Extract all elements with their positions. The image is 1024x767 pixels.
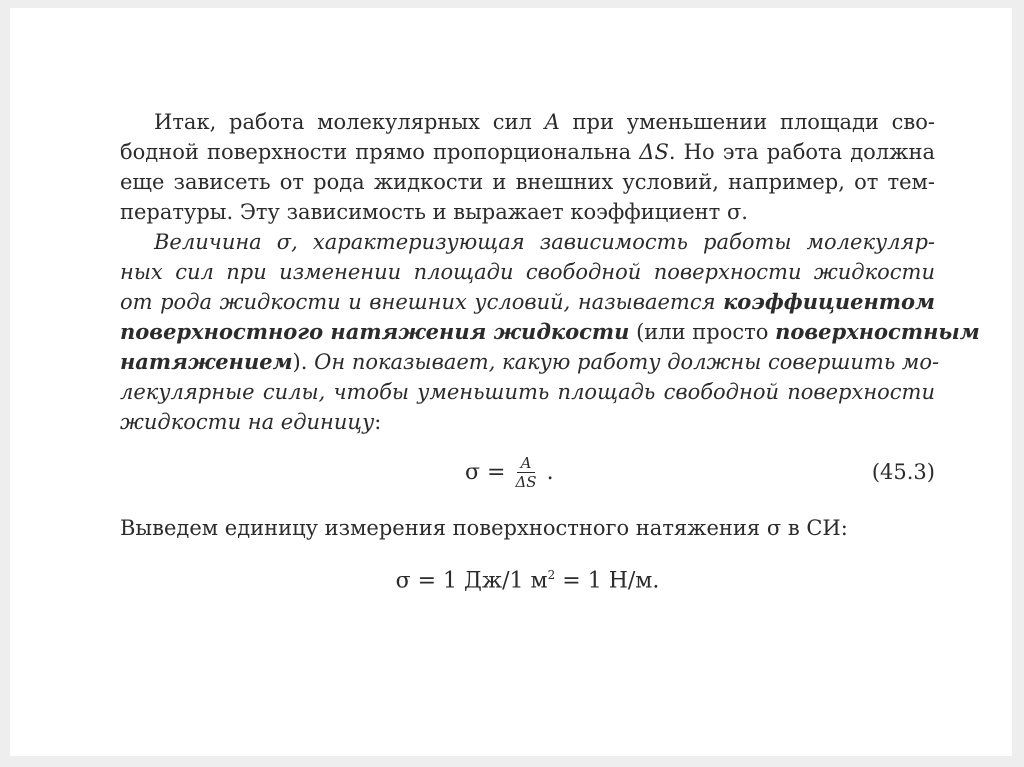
text-run: Он показывает, какую работу должны совершить мо- <box>314 350 940 374</box>
paragraph1-line2 <box>120 137 935 167</box>
paragraph1-line1 <box>154 107 935 137</box>
text-run: от рода жидкости и внешних условий, называется <box>120 290 716 314</box>
fraction-denominator: ΔS <box>515 472 537 491</box>
text-run: при уменьшении площади сво- <box>572 110 935 134</box>
definition-line3 <box>120 287 935 317</box>
definition-line4 <box>120 317 980 347</box>
text-run: = 1 Н/м. <box>555 568 660 594</box>
term-bold: коэффициентом <box>723 289 935 314</box>
fraction-numerator: A <box>517 454 536 473</box>
formula-dot: . <box>546 459 554 485</box>
units-intro: Выведем единицу измерения поверхностного натяжения σ в СИ: <box>120 516 848 540</box>
text-run: ). <box>292 350 308 374</box>
textbook-page <box>10 8 1012 756</box>
text-run: Итак, работа молекулярных сил <box>154 110 532 134</box>
units-equation <box>120 560 935 596</box>
text-run: : <box>374 410 382 434</box>
variable-delta-s: ΔS <box>639 140 669 164</box>
formula-expression <box>465 442 554 502</box>
superscript: 2 <box>547 568 556 582</box>
term-bold: натяжением <box>120 349 293 374</box>
term-bold: поверхностного натяжения жидкости <box>120 319 630 344</box>
text-run: жидкости на единицу <box>120 410 375 434</box>
paragraph1-line4: пературы. Эту зависимость и выражает коэффициент σ. <box>120 200 748 224</box>
definition-line6: лекулярные силы, чтобы уменьшить площадь свободной поверхности <box>120 380 935 404</box>
text-run: (или просто <box>636 320 769 344</box>
formula-lhs: σ = <box>465 459 506 485</box>
variable-a: A <box>544 110 560 134</box>
fraction <box>511 454 540 491</box>
definition-line1: Величина σ, характеризующая зависимость работы молекуляр- <box>154 230 935 254</box>
definition-line2: ных сил при изменении площади свободной поверхности жидкости <box>120 260 935 284</box>
formula-45-3 <box>120 442 935 502</box>
text-run: σ = 1 Дж/1 м <box>395 568 548 594</box>
term-bold: поверхностным <box>775 319 980 344</box>
paragraph1-line3: еще зависеть от рода жидкости и внешних условий, например, от тем- <box>120 170 935 194</box>
text-run: бодной поверхности прямо пропорциональна <box>120 140 632 164</box>
equation-number: (45.3) <box>871 460 935 484</box>
text-run: . Но эта работа должна <box>668 140 935 164</box>
definition-line5 <box>120 347 940 377</box>
definition-line7 <box>120 407 935 437</box>
